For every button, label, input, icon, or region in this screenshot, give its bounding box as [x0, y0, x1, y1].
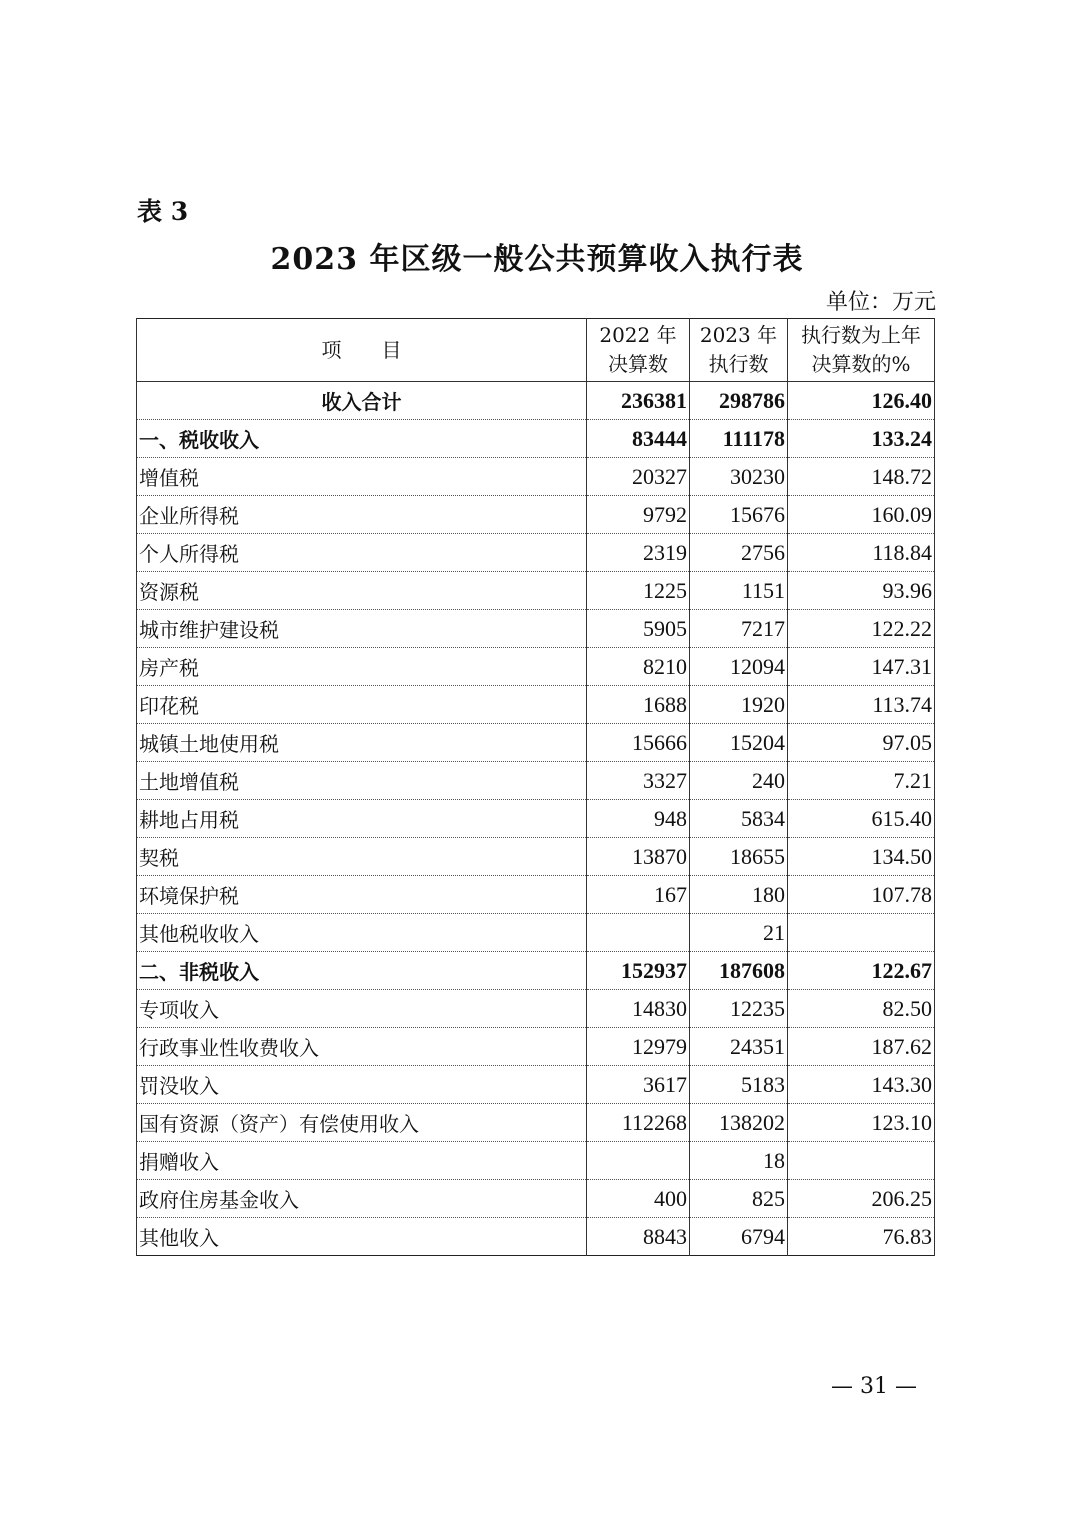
row-name: 个人所得税: [137, 534, 587, 572]
value-2023: 187608: [690, 952, 788, 990]
row-name: 环境保护税: [137, 876, 587, 914]
row-name: 房产税: [137, 648, 587, 686]
table-row: [137, 572, 935, 610]
value-2023: 24351: [690, 1028, 788, 1066]
header-2022-type: 决算数: [608, 352, 668, 376]
table-row: [137, 876, 935, 914]
value-2023: 180: [690, 876, 788, 914]
row-name: 耕地占用税: [137, 800, 587, 838]
value-2023: 15204: [690, 724, 788, 762]
value-2022: [587, 1142, 690, 1180]
value-percent: 7.21: [788, 762, 935, 800]
row-name: 企业所得税: [137, 496, 587, 534]
value-2023: 1920: [690, 686, 788, 724]
value-2022: [587, 914, 690, 952]
header-ratio-line1: 执行数为上年: [801, 323, 921, 347]
value-2022: 3327: [587, 762, 690, 800]
value-2022: 83444: [587, 420, 690, 458]
table-row-non-tax-revenue: [137, 952, 935, 990]
row-name: 行政事业性收费收入: [137, 1028, 587, 1066]
value-percent: 148.72: [788, 458, 935, 496]
value-2023: 138202: [690, 1104, 788, 1142]
header-item-label: 项 目: [321, 337, 402, 362]
value-2022: 236381: [587, 382, 690, 420]
header-2022-year: 2022 年: [599, 323, 677, 347]
value-2023: 298786: [690, 382, 788, 420]
value-2022: 13870: [587, 838, 690, 876]
value-2023: 5834: [690, 800, 788, 838]
header-ratio-line2: 决算数的%: [811, 352, 911, 376]
value-2022: 152937: [587, 952, 690, 990]
value-2023: 12235: [690, 990, 788, 1028]
table-row: [137, 648, 935, 686]
unit-label: 单位：万元: [825, 290, 936, 315]
value-2023: 7217: [690, 610, 788, 648]
table-row: [137, 1028, 935, 1066]
value-2023: 21: [690, 914, 788, 952]
row-name: 其他税收收入: [137, 914, 587, 952]
value-2022: 20327: [587, 458, 690, 496]
row-name: 二、非税收入: [137, 952, 587, 990]
table-row: [137, 610, 935, 648]
value-percent: 134.50: [788, 838, 935, 876]
table-row: [137, 686, 935, 724]
row-name: 城市维护建设税: [137, 610, 587, 648]
header-2023-year: 2023 年: [699, 323, 778, 347]
value-2022: 1225: [587, 572, 690, 610]
table-row: [137, 534, 935, 572]
value-2022: 15666: [587, 724, 690, 762]
value-2023: 18: [690, 1142, 788, 1180]
table-row: [137, 496, 935, 534]
value-2022: 2319: [587, 534, 690, 572]
row-name: 政府住房基金收入: [137, 1180, 587, 1218]
value-2022: 112268: [587, 1104, 690, 1142]
value-percent: 160.09: [788, 496, 935, 534]
row-name: 城镇土地使用税: [137, 724, 587, 762]
value-percent: 107.78: [788, 876, 935, 914]
table-row: [137, 1066, 935, 1104]
table-header-row: [137, 319, 935, 382]
value-percent: 82.50: [788, 990, 935, 1028]
row-name: 契税: [137, 838, 587, 876]
value-2022: 1688: [587, 686, 690, 724]
row-name: 收入合计: [137, 382, 587, 420]
value-2023: 2756: [690, 534, 788, 572]
row-name: 其他收入: [137, 1218, 587, 1256]
value-2023: 18655: [690, 838, 788, 876]
row-name: 资源税: [137, 572, 587, 610]
table-row: [137, 762, 935, 800]
table-row: [137, 1104, 935, 1142]
value-percent: 76.83: [788, 1218, 935, 1256]
value-2023: 240: [690, 762, 788, 800]
value-2023: 15676: [690, 496, 788, 534]
value-2023: 111178: [690, 420, 788, 458]
row-name: 罚没收入: [137, 1066, 587, 1104]
value-percent: 615.40: [788, 800, 935, 838]
header-2023-type: 执行数: [708, 352, 769, 376]
value-2023: 825: [690, 1180, 788, 1218]
value-2022: 14830: [587, 990, 690, 1028]
value-percent: 122.67: [788, 952, 935, 990]
row-name: 国有资源（资产）有偿使用收入: [137, 1104, 587, 1142]
row-name: 一、税收收入: [137, 420, 587, 458]
header-item: [137, 319, 587, 382]
header-2023: [690, 319, 788, 382]
value-2023: 6794: [690, 1218, 788, 1256]
value-percent: 118.84: [788, 534, 935, 572]
table-row: [137, 1180, 935, 1218]
value-2022: 8210: [587, 648, 690, 686]
table-row: [137, 1142, 935, 1180]
row-name: 土地增值税: [137, 762, 587, 800]
value-percent: 123.10: [788, 1104, 935, 1142]
table-row: [137, 914, 935, 952]
value-percent: 126.40: [788, 382, 935, 420]
value-percent: 206.25: [788, 1180, 935, 1218]
value-2022: 400: [587, 1180, 690, 1218]
table-row: [137, 458, 935, 496]
value-percent: 143.30: [788, 1066, 935, 1104]
value-2022: 9792: [587, 496, 690, 534]
page-number: — 31 —: [831, 1374, 917, 1399]
value-percent: 133.24: [788, 420, 935, 458]
value-2022: 12979: [587, 1028, 690, 1066]
value-percent: [788, 914, 935, 952]
table-number-label: 表 3: [137, 197, 189, 226]
row-name: 捐赠收入: [137, 1142, 587, 1180]
value-percent: 122.22: [788, 610, 935, 648]
header-2022: [587, 319, 690, 382]
value-percent: 113.74: [788, 686, 935, 724]
value-percent: 147.31: [788, 648, 935, 686]
table-row-total: [137, 382, 935, 420]
table-row: [137, 800, 935, 838]
value-2022: 5905: [587, 610, 690, 648]
value-2023: 12094: [690, 648, 788, 686]
row-name: 专项收入: [137, 990, 587, 1028]
value-2022: 167: [587, 876, 690, 914]
page-title: 2023 年区级一般公共预算收入执行表: [270, 242, 804, 277]
value-2022: 3617: [587, 1066, 690, 1104]
table-row: [137, 838, 935, 876]
table-row: [137, 990, 935, 1028]
table-row: [137, 724, 935, 762]
value-percent: 97.05: [788, 724, 935, 762]
budget-revenue-table: [136, 318, 935, 1256]
row-name: 增值税: [137, 458, 587, 496]
table-row: [137, 1218, 935, 1256]
value-2023: 1151: [690, 572, 788, 610]
header-ratio: [788, 319, 935, 382]
value-2023: 5183: [690, 1066, 788, 1104]
value-percent: 93.96: [788, 572, 935, 610]
row-name: 印花税: [137, 686, 587, 724]
value-percent: 187.62: [788, 1028, 935, 1066]
value-2022: 948: [587, 800, 690, 838]
table-row-tax-revenue: [137, 420, 935, 458]
value-percent: [788, 1142, 935, 1180]
value-2022: 8843: [587, 1218, 690, 1256]
value-2023: 30230: [690, 458, 788, 496]
